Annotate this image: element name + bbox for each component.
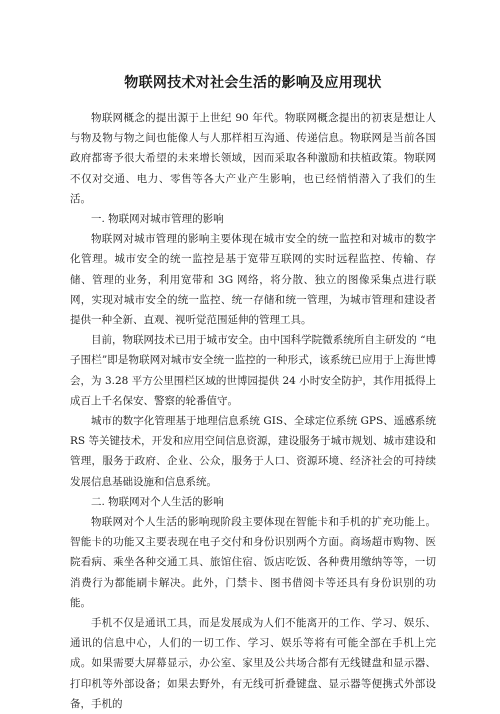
paragraph-intro: 物联网概念的提出源于上世纪 90 年代。物联网概念提出的初衷是想让人与物及物与物之间也能像人与人那样相互沟通、传递信息。物联网是当前各国政府都寄予很大希望的未来增长领域，因而采取各种激励和扶植政策。物联网不仅对交通、电力、零售等各大产业产生影响，也已经悄悄潜入了我们的生活。 (70, 112, 436, 205)
paragraph-city-security: 目前，物联网技术已用于城市安全。由中国科学院微系统所自主研发的 “电子围栏”即是物联网对城市安全统一监控的一种形式，该系统已应用于上海世博会，为 3.28 平方公里围栏区域的世博园提供 24 小时安全防护，其作用抵得上成百上千名保安、警察的轮番值守。 (70, 334, 436, 407)
document-title: 物联网技术对社会生活的影响及应用现状 (124, 75, 382, 91)
paragraph-mobile: 手机不仅是通讯工具，而是发展成为人们不能离开的工作、学习、娱乐、通讯的信息中心，人们的一切工作、学习、娱乐等将有可能全部在手机上完成。如果需要大屏幕显示，办公室、家里及公共场合都有无线键盘和显示器、打印机等外部设备；如果去野外，有无线可折叠键盘、显示器等便携式外部设备，手机的 (70, 617, 436, 710)
paragraph-city-management: 物联网对城市管理的影响主要体现在城市安全的统一监控和对城市的数字化管理。城市安全的统一监控是基于宽带互联网的实时远程监控、传输、存储、管理的业务，利用宽带和 3G 网络，将分散、独立的图像采集点进行联网，实现对城市安全的统一监控、统一存储和统一管理，为城市管理和建设者提供一种全新、直观、视听觉范围延伸的管理工具。 (70, 233, 436, 327)
paragraph-city-digital: 城市的数字化管理基于地理信息系统 GIS、全球定位系统 GPS、遥感系统 RS 等关键技术，开发和应用空间信息资源，建设服务于城市规划、城市建设和管理，服务于政府、企业、公众，服务于人口、资源环境、经济社会的可持续发展信息基础设施和信息系统。 (70, 415, 436, 488)
paragraph-smartcard: 物联网对个人生活的影响现阶段主要体现在智能卡和手机的扩充功能上。智能卡的功能又主要表现在电子交付和身份识别两个方面。商场超市购物、医院看病、乘坐各种交通工具、旅馆住宿、饭店吃饭、各种费用缴纳等等，一切消费行为都能刷卡解决。此外，门禁卡、图书借阅卡等还具有身份识别的功能。 (70, 516, 436, 609)
section-heading-personal: 二. 物联网对个人生活的影响 (91, 495, 224, 508)
section-heading-city: 一. 物联网对城市管理的影响 (91, 213, 224, 226)
